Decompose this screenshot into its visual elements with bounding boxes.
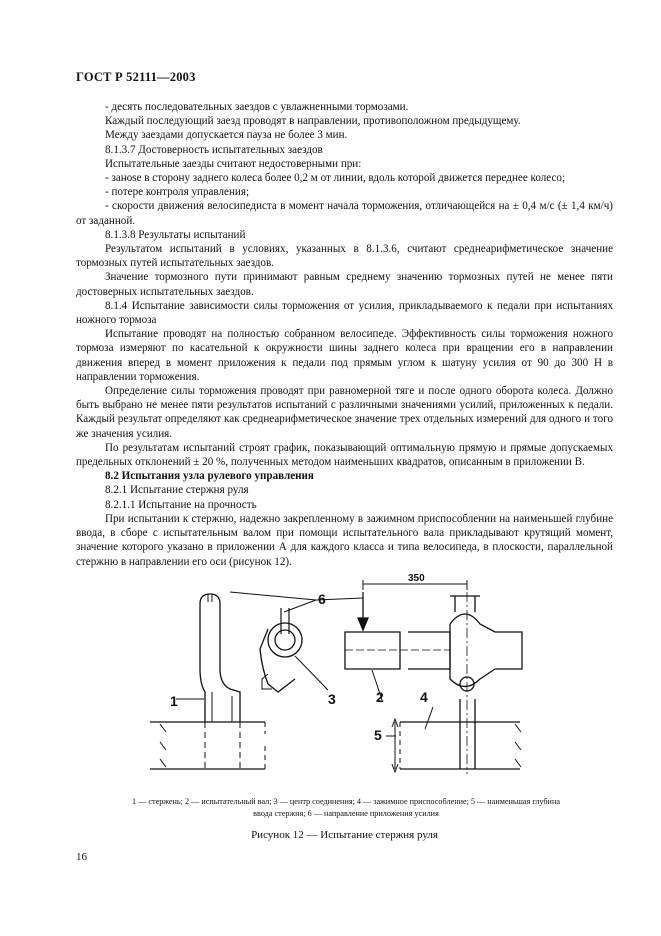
paragraph: По результатам испытаний строят график, показывающий оптимальную прямую и прямые допускаемых предельных отклонений ± 20 %, полученных методом наименьших квадратов, описанным в приложении В. xyxy=(76,441,613,469)
paragraph: Значение тормозного пути принимают равным среднему значению тормозных путей не менее пяти достоверных испытательных заездов. xyxy=(76,271,613,298)
caption-line: 1 — стержень; 2 — испытательный вал; 3 — центр соединения; 4 — зажимное приспособление; 5 — наименьшая глубина xyxy=(132,797,560,806)
figure-label-5: 5 xyxy=(374,727,382,743)
section-heading: 8.1.4 Испытание зависимости силы торможения от усилия, прикладываемого к педали при испытаниях ножного тормоза xyxy=(76,299,613,327)
body-text xyxy=(76,100,613,569)
list-item: - скорости движения велосипедиста в момент начала торможения, отличающейся на ± 0,4 м/с (± 1,4 км/ч) от заданной. xyxy=(76,200,613,227)
paragraph: Результатом испытаний в условиях, указанных в 8.1.3.6, считают среднеарифметическое значение тормозных путей испытательных заездов. xyxy=(76,243,613,270)
paragraph: - десять последовательных заездов с увлажненными тормозами. xyxy=(105,101,409,113)
section-heading: 8.1.3.7 Достоверность испытательных заездов xyxy=(105,143,323,156)
paragraph: Испытание проводят на полностью собранном велосипеде. Эффективность силы торможения ножного тормоза измеряют по касательной к окружности шины заднего колеса при вращении его в направлении движения вперед в момент приложения к педали под прямым углом к шатуну усилия от 90 до 300 Н в направлении торможения. xyxy=(76,328,613,383)
figure-caption xyxy=(96,796,596,819)
figure-label-4: 4 xyxy=(420,689,428,705)
list-item: - занose в сторону заднего колеса более 0,2 м от линии, вдоль которой движется переднее колесо; xyxy=(105,172,566,185)
paragraph: Каждый последующий заезд проводят в направлении, противоположном предыдущему. xyxy=(105,115,521,128)
figure-label-2: 2 xyxy=(376,689,384,705)
figure-title: Рисунок 12 — Испытание стержня руля xyxy=(251,829,438,841)
figure-label-6: 6 xyxy=(318,591,326,607)
section-heading-bold: 8.2 Испытания узла рулевого управления xyxy=(105,470,314,483)
caption-line: ввода стержня; 6 — направление приложения усилия xyxy=(253,808,439,818)
section-heading: 8.2.1 Испытание стержня руля xyxy=(105,484,249,497)
figure-label-1: 1 xyxy=(170,693,178,709)
paragraph: Испытательные заезды считают недостоверными при: xyxy=(105,157,362,170)
document-header: ГОСТ Р 52111—2003 xyxy=(76,70,196,84)
paragraph: Между заездами допускается пауза не более 3 мин. xyxy=(105,129,348,142)
figure-12-diagram xyxy=(150,574,550,780)
section-heading: 8.2.1.1 Испытание на прочность xyxy=(105,498,257,511)
page-number: 16 xyxy=(76,851,87,863)
paragraph: Определение силы торможения проводят при равномерной тяге и после одного оборота колеса. Должно быть выбрано не менее пяти результатов испытаний с различными значениями усилий, приложенных к педали. Каждый результат определяют как среднеарифметическое значение трех отдельных измерений для одного и того же значения усилия. xyxy=(76,385,613,440)
dimension-label: 350 xyxy=(408,574,425,584)
section-heading: 8.1.3.8 Результаты испытаний xyxy=(105,228,246,241)
figure-label-3: 3 xyxy=(328,691,336,707)
list-item: - потере контроля управления; xyxy=(105,186,250,199)
paragraph: При испытании к стержню, надежно закрепленному в зажимном приспособлении на наименьшей глубине ввода, в сборе с испытательным валом при помощи испытательного вала прикладывают крутящий момент, значение которого указано в приложении А для каждого класса и типа велосипеда, в плоскости, параллельной стержню в направлении его оси (рисунок 12). xyxy=(76,512,613,568)
